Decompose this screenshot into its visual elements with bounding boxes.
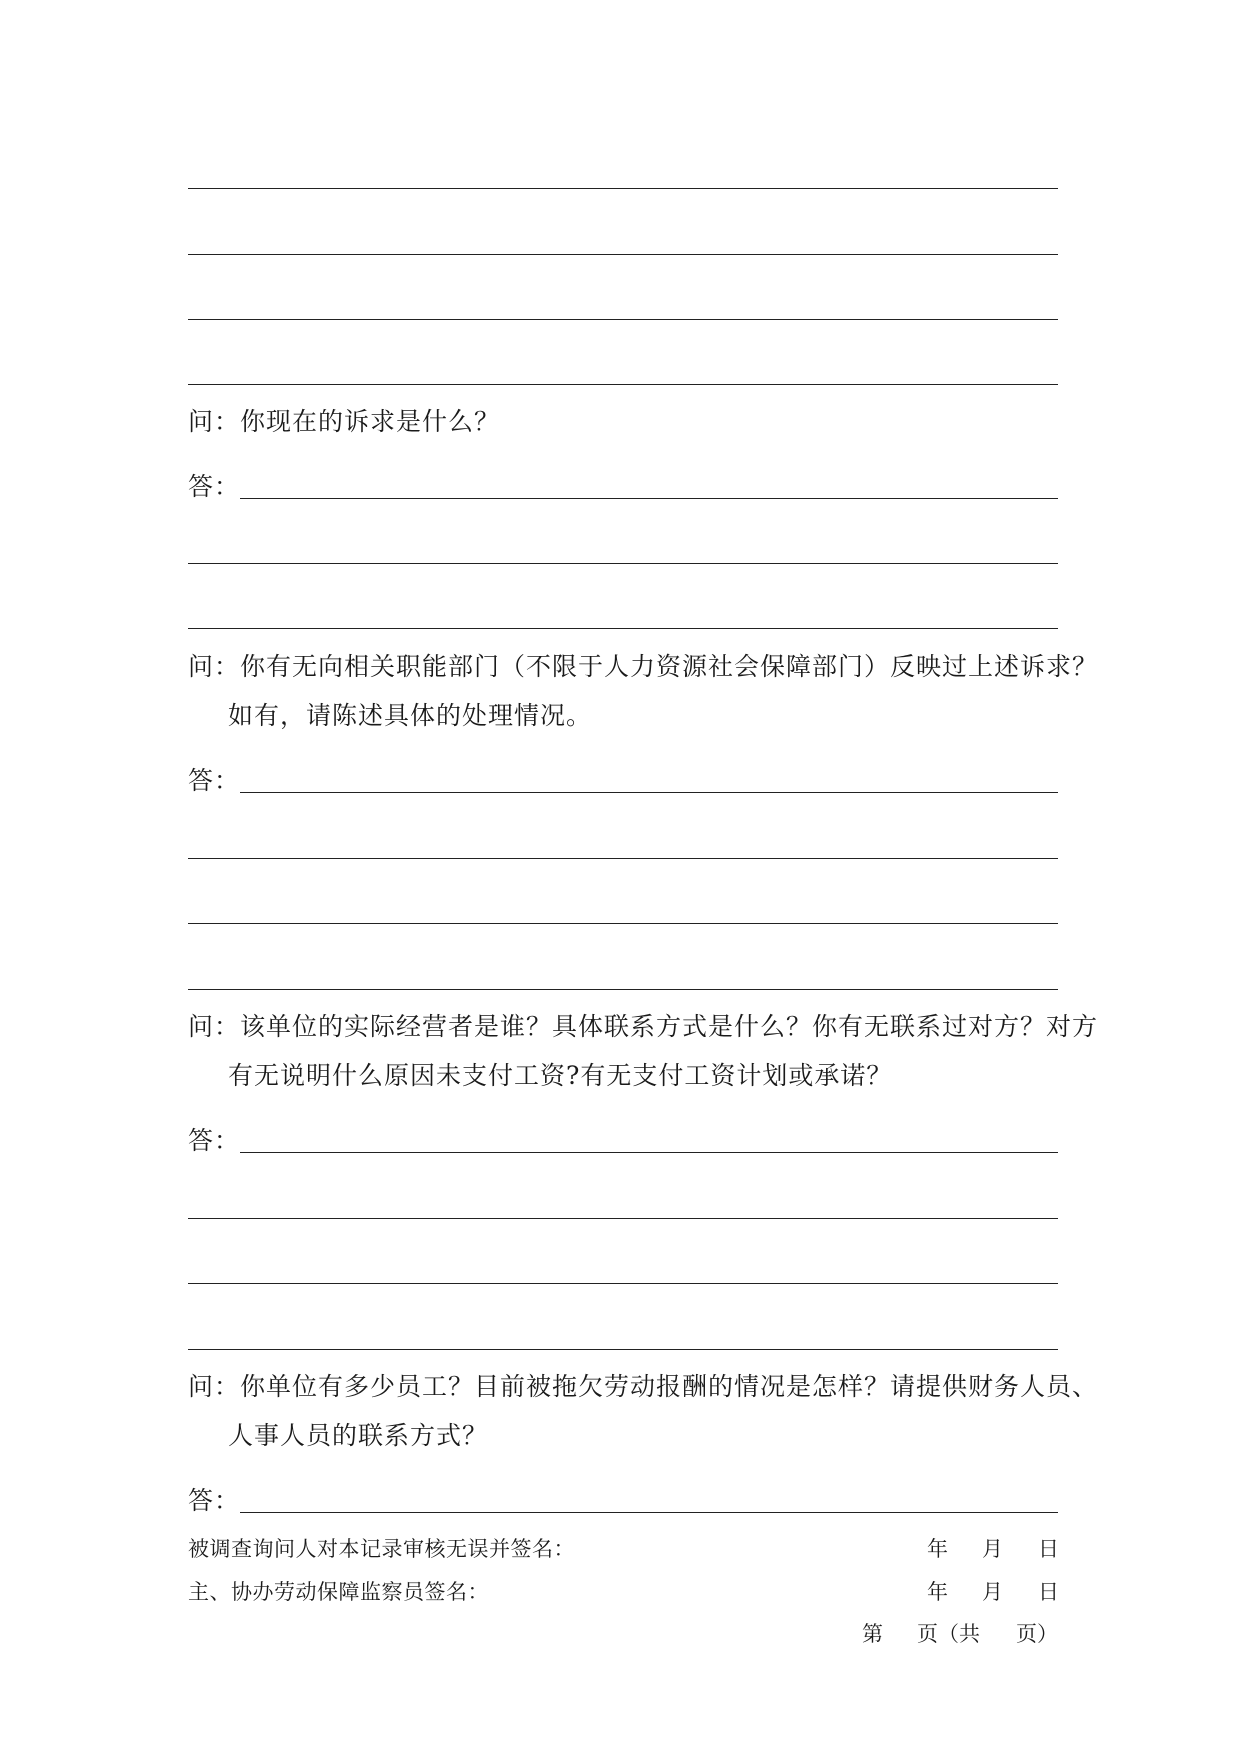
answer-4-line[interactable]: [240, 1512, 1058, 1513]
inspector-signature-label: 主、协办劳动保障监察员签名：: [188, 1580, 489, 1604]
blank-line[interactable]: [188, 1218, 1058, 1219]
blank-line[interactable]: [188, 1349, 1058, 1350]
blank-line[interactable]: [188, 563, 1058, 564]
date-day: 日: [1038, 1580, 1059, 1604]
page-number-prefix: 第: [862, 1622, 883, 1646]
blank-line[interactable]: [188, 188, 1058, 189]
answer-3-line[interactable]: [240, 1152, 1058, 1153]
question-3-line2: 有无说明什么原因未支付工资?有无支付工资计划或承诺？: [228, 1061, 893, 1090]
question-1: 问：你现在的诉求是什么？: [188, 407, 501, 436]
answer-4-label: 答：: [188, 1486, 241, 1515]
question-4-line1: 问：你单位有多少员工？目前被拖欠劳动报酬的情况是怎样？请提供财务人员、: [188, 1372, 1099, 1401]
blank-line[interactable]: [188, 858, 1058, 859]
blank-line[interactable]: [188, 989, 1058, 990]
blank-line[interactable]: [188, 628, 1058, 629]
question-4-line2: 人事人员的联系方式？: [228, 1421, 489, 1450]
question-2-line2: 如有，请陈述具体的处理情况。: [228, 701, 593, 730]
question-3-line1: 问：该单位的实际经营者是谁？具体联系方式是什么？你有无联系过对方？对方: [188, 1012, 1099, 1041]
interviewee-signature-label: 被调查询问人对本记录审核无误并签名：: [188, 1537, 575, 1561]
blank-line[interactable]: [188, 923, 1058, 924]
date-year: 年: [927, 1580, 948, 1604]
date-month: 月: [982, 1537, 1003, 1561]
blank-line[interactable]: [188, 319, 1058, 320]
answer-1-label: 答：: [188, 472, 241, 501]
answer-2-line[interactable]: [240, 792, 1058, 793]
question-2-line1: 问：你有无向相关职能部门（不限于人力资源社会保障部门）反映过上述诉求？: [188, 652, 1099, 681]
answer-3-label: 答：: [188, 1126, 241, 1155]
blank-line[interactable]: [188, 254, 1058, 255]
date-year: 年: [927, 1537, 948, 1561]
date-month: 月: [982, 1580, 1003, 1604]
page-number-suffix: 页）: [1016, 1622, 1058, 1646]
blank-line[interactable]: [188, 384, 1058, 385]
answer-2-label: 答：: [188, 766, 241, 795]
blank-line[interactable]: [188, 1283, 1058, 1284]
answer-1-line[interactable]: [240, 498, 1058, 499]
page-number-middle: 页（共: [917, 1622, 980, 1646]
date-day: 日: [1038, 1537, 1059, 1561]
